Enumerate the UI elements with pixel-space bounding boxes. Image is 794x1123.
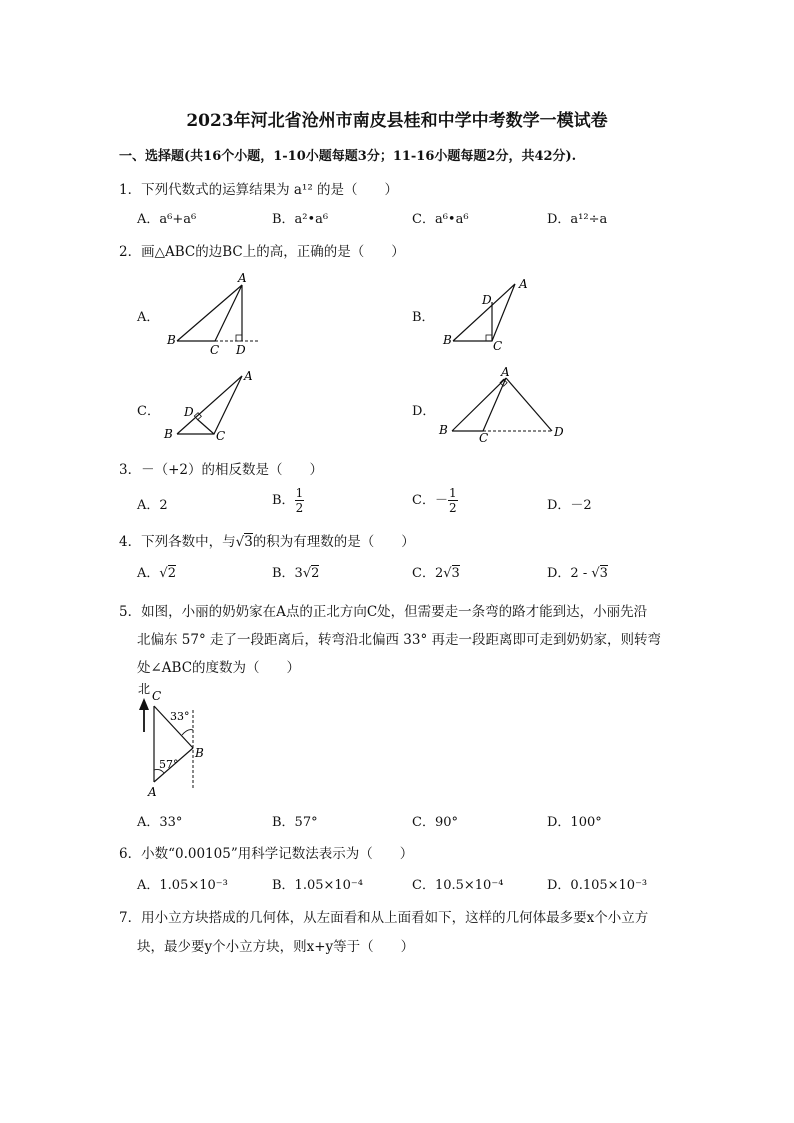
question-5-line-1: 5．如图，小丽的奶奶家在A点的正北方向C处，但需要走一条弯的路才能到达，小丽先沿 — [119, 604, 648, 620]
q2c-label-b: B — [164, 427, 173, 441]
q2-figure-c — [160, 368, 270, 448]
q3-b-denominator: 2 — [295, 501, 304, 515]
q5-option-c: C．90° — [412, 815, 458, 830]
question-2-stem: 2．画△ABC的边BC上的高，正确的是（ ） — [119, 244, 405, 260]
q4-b-prefix: B．3 — [272, 566, 303, 581]
q4-stem-radicand: 3 — [244, 534, 253, 550]
q6-option-a: A．1.05×10⁻³ — [137, 878, 228, 893]
question-7-line-2: 块，最少要y个小立方块，则x+y等于（ ） — [137, 939, 415, 955]
sqrt-icon: √ — [591, 566, 600, 581]
q3-option-c-prefix: C．－ — [412, 493, 448, 508]
q3-option-a: A．2 — [137, 498, 168, 513]
q2b-label-a: A — [519, 277, 528, 291]
q2-figure-b — [435, 272, 545, 357]
q1-option-b: B．a²•a⁶ — [272, 212, 329, 227]
q1-option-d: D．a¹²÷a — [547, 212, 608, 227]
q1-option-a: A．a⁶+a⁶ — [137, 212, 197, 227]
q4-d-prefix: D．2 - — [547, 566, 592, 581]
q5-label-c: C — [152, 689, 162, 703]
q2d-label-c: C — [479, 431, 489, 445]
q5-figure — [132, 680, 222, 805]
q2b-label-d: D — [482, 293, 492, 307]
q5-angle-57: 57° — [159, 758, 179, 771]
q4-option-d — [547, 562, 608, 581]
q2a-label-b: B — [167, 333, 176, 347]
q4-a-prefix: A． — [137, 566, 160, 581]
q4-c-radicand: 3 — [451, 566, 460, 581]
q4-option-a — [137, 562, 176, 581]
q2b-label-b: B — [443, 333, 452, 347]
q5-angle-33: 33° — [170, 710, 190, 723]
q2-figure-d — [435, 366, 575, 446]
question-4-stem — [119, 530, 415, 550]
section-heading: 一、选择题(共16个小题，1-10小题每题3分；11-16小题每题2分，共42分). — [119, 149, 577, 164]
exam-title: 2023年河北省沧州市南皮县桂和中学中考数学一模试卷 — [186, 111, 608, 131]
q5-option-b: B．57° — [272, 815, 318, 830]
q2-figure-a — [160, 268, 270, 358]
q2b-label-c: C — [493, 339, 503, 353]
q4-c-prefix: C．2 — [412, 566, 444, 581]
q2-option-d: D． — [412, 404, 436, 419]
question-6-stem: 6．小数“0.00105”用科学记数法表示为（ ） — [119, 846, 414, 862]
q2a-label-c: C — [210, 343, 220, 357]
sqrt-icon: √ — [443, 566, 452, 581]
q5-north-label: 北 — [138, 682, 151, 696]
q2c-label-a: A — [244, 369, 253, 383]
sqrt-icon: √ — [235, 534, 245, 550]
q6-option-d: D．0.105×10⁻³ — [547, 878, 648, 893]
q1-option-c: C．a⁶•a⁶ — [412, 212, 469, 227]
q2a-label-a: A — [238, 271, 247, 285]
question-5-line-2: 北偏东 57° 走了一段距离后，转弯沿北偏西 33° 再走一段距离即可走到奶奶家，则转弯 — [137, 632, 662, 648]
q2d-label-b: B — [439, 423, 448, 437]
q5-label-a: A — [148, 785, 157, 799]
question-5-line-3: 处∠ABC的度数为（ ） — [137, 660, 301, 676]
q4-option-c — [412, 562, 460, 581]
q4-b-radicand: 2 — [311, 566, 320, 581]
q4-a-radicand: 2 — [167, 566, 176, 581]
q6-option-c: C．10.5×10⁻⁴ — [412, 878, 504, 893]
sqrt-icon: √ — [302, 566, 312, 581]
q3-c-numerator: 1 — [448, 486, 457, 500]
q3-option-d: D．－2 — [547, 498, 592, 513]
q5-option-a: A．33° — [137, 815, 183, 830]
q3-option-b-prefix: B． — [272, 493, 295, 508]
q3-option-c-fraction — [448, 486, 458, 515]
q4-option-b — [272, 562, 319, 581]
sqrt-icon: √ — [159, 566, 168, 581]
q2c-label-c: C — [216, 429, 226, 443]
q3-option-c — [412, 486, 458, 515]
q2d-label-d: D — [554, 425, 564, 439]
question-7-line-1: 7．用小立方块搭成的几何体，从左面看和从上面看如下，这样的几何体最多要x个小立方 — [119, 910, 649, 926]
north-arrow-icon — [139, 698, 149, 710]
q4-d-radicand: 3 — [599, 566, 608, 581]
q4-stem-pre: 4．下列各数中，与 — [119, 534, 236, 550]
q5-label-b: B — [195, 746, 204, 760]
question-1-stem: 1．下列代数式的运算结果为 a¹² 的是（ ） — [119, 182, 399, 198]
q3-option-b-fraction — [295, 486, 305, 515]
q4-stem-post: 的积为有理数的是（ ） — [252, 534, 415, 550]
q3-option-b — [272, 486, 304, 515]
q2-option-a: A． — [137, 310, 160, 325]
question-3-stem: 3．－（+2）的相反数是（ ） — [119, 462, 323, 478]
q2c-label-d: D — [184, 405, 194, 419]
q2d-label-a: A — [501, 366, 510, 379]
q6-option-b: B．1.05×10⁻⁴ — [272, 878, 364, 893]
q3-b-numerator: 1 — [295, 486, 304, 500]
q3-c-denominator: 2 — [448, 501, 457, 515]
q2a-label-d: D — [236, 343, 246, 357]
q2-option-b: B． — [412, 310, 435, 325]
q5-option-d: D．100° — [547, 815, 602, 830]
q2-option-c: C． — [137, 404, 160, 419]
